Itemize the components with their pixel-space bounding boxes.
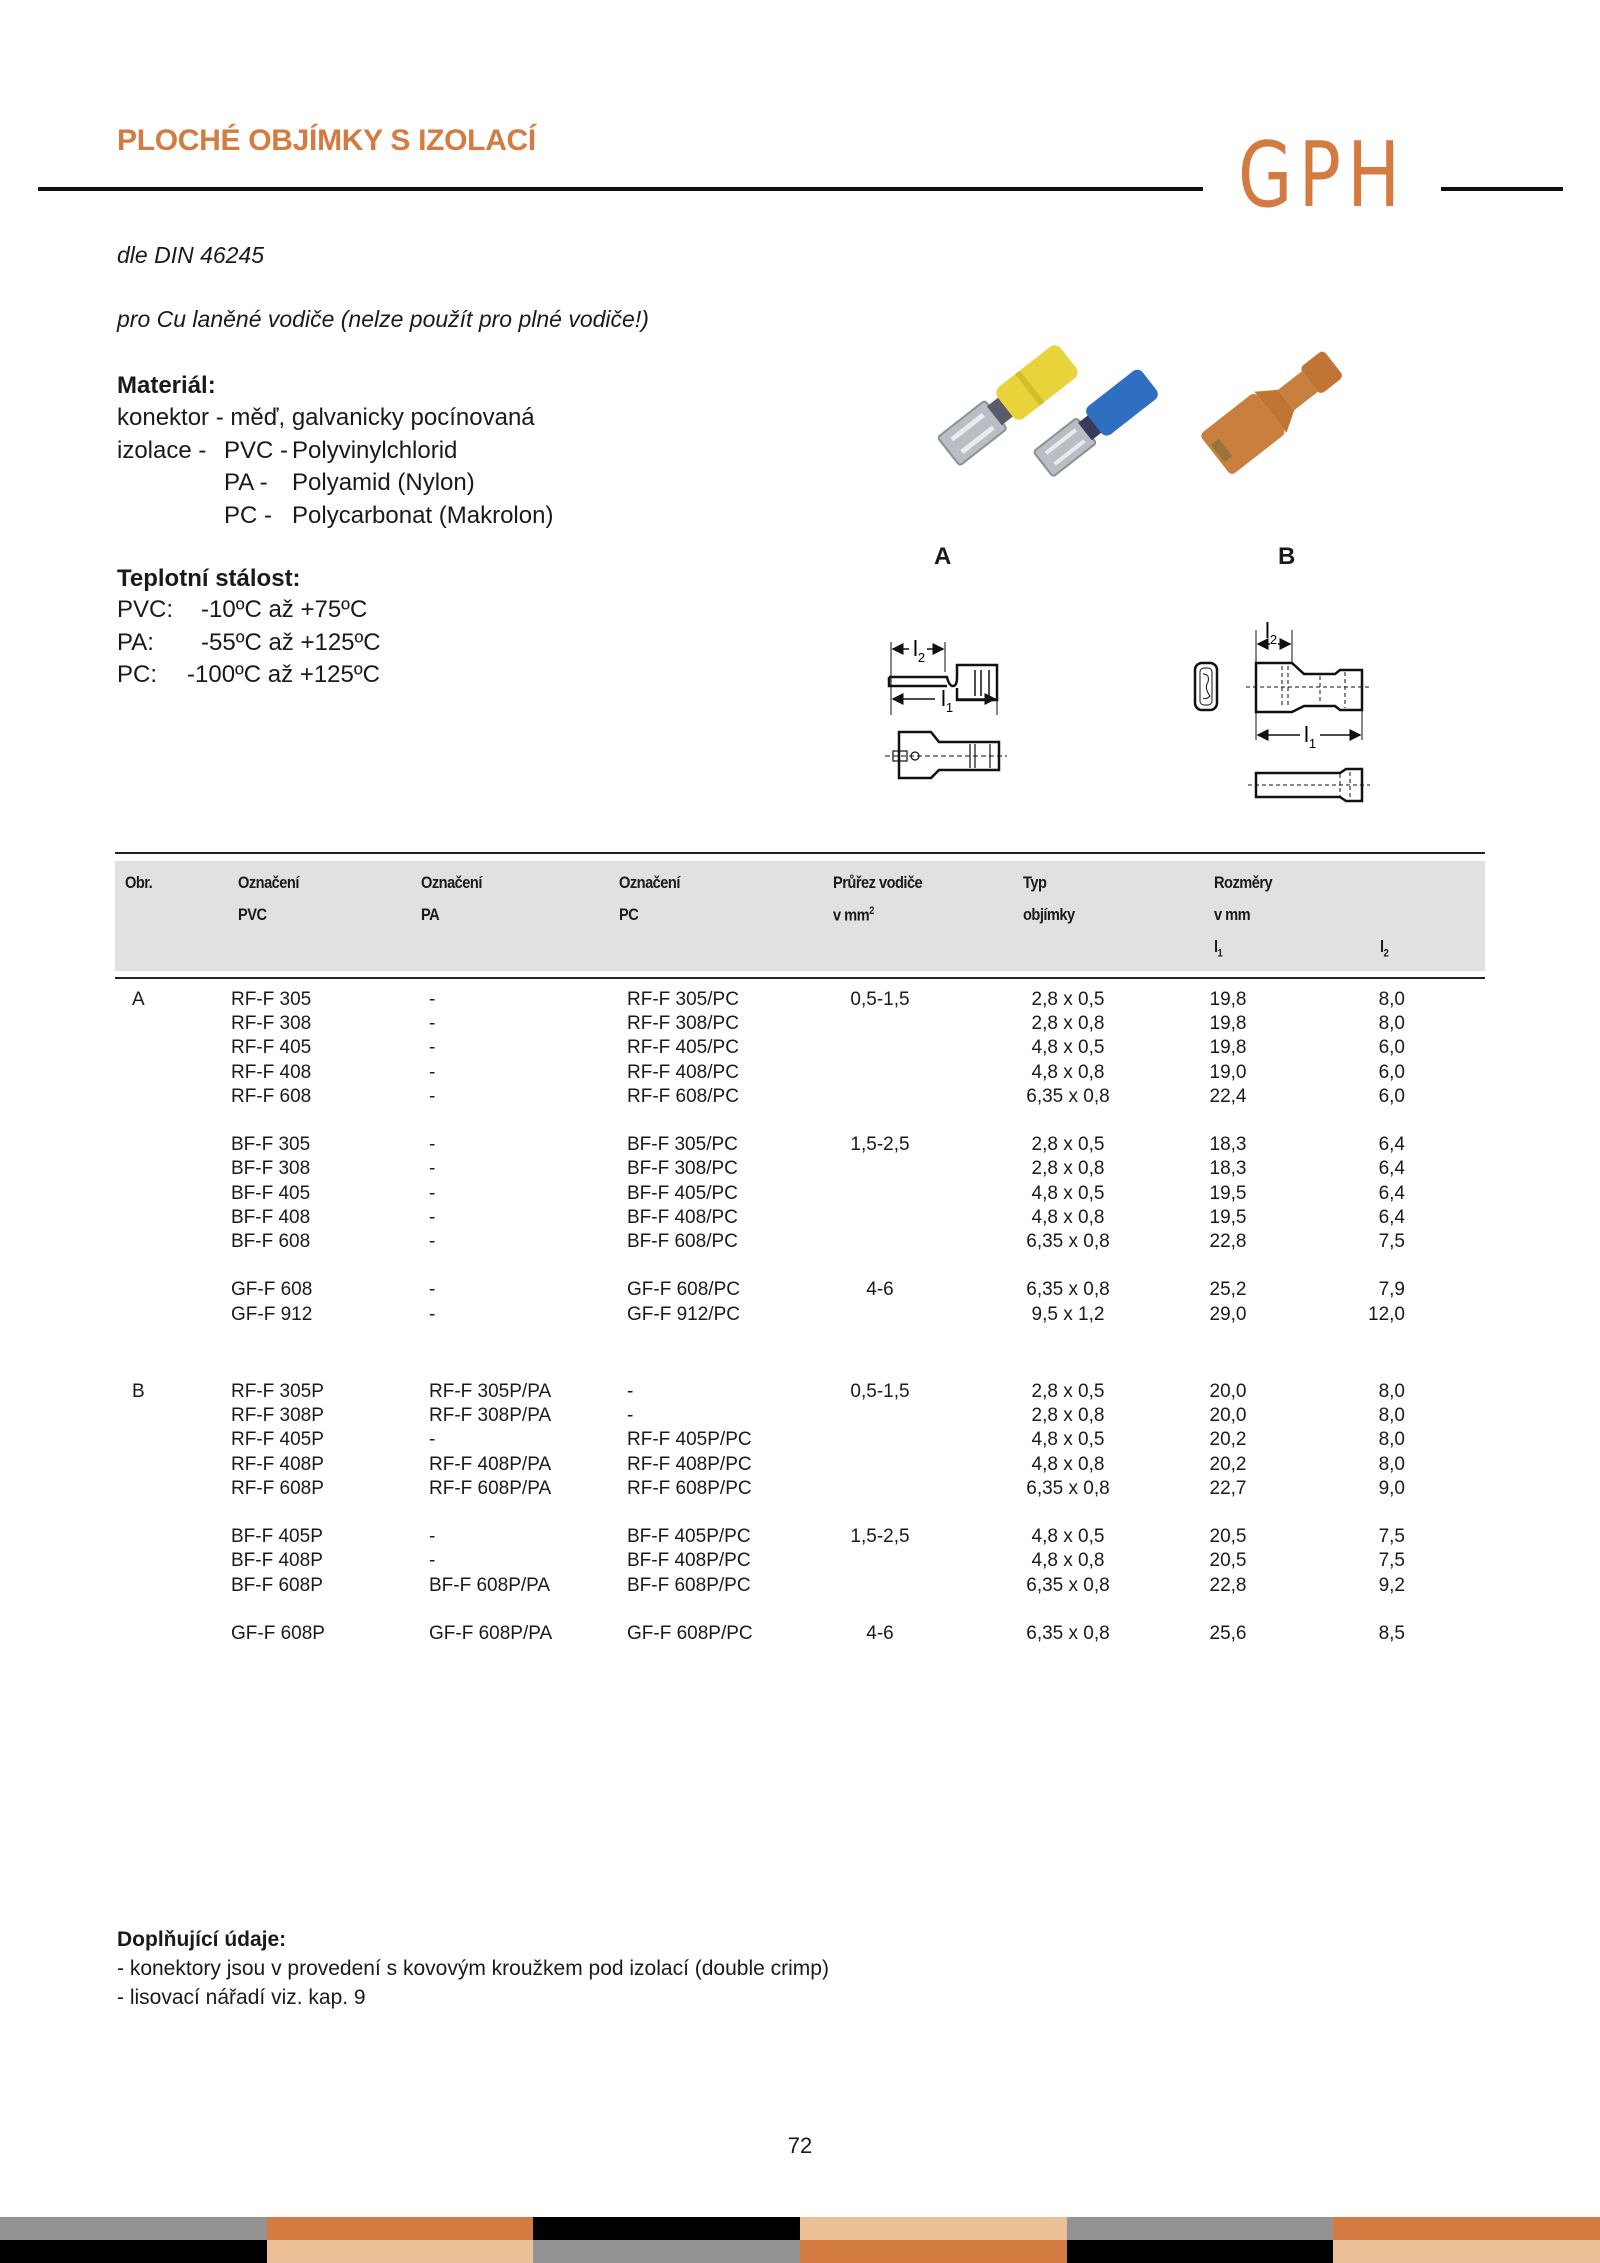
cell-l1: 25,6 — [1209, 1623, 1247, 1645]
figure-label-a: A — [934, 543, 952, 570]
color-bar-segment — [1067, 2217, 1334, 2240]
cell-pc: BF-F 408/PC — [627, 1206, 738, 1228]
cell-pvc: RF-F 305P — [231, 1381, 324, 1403]
cell-l1: 19,8 — [1209, 1013, 1247, 1035]
table-row — [0, 1428, 1600, 1452]
header-pa-1: Označení — [421, 873, 482, 892]
color-bar-segment — [1333, 2217, 1600, 2240]
insulation-row — [117, 500, 553, 533]
cell-l2: 6,0 — [1378, 1037, 1405, 1059]
cell-cross: 4-6 — [866, 1623, 894, 1645]
cell-pc: RF-F 405P/PC — [627, 1429, 752, 1451]
cell-pc: RF-F 408/PC — [627, 1061, 739, 1083]
insulation-code: PC - — [224, 501, 272, 529]
color-bar-segment — [1067, 2240, 1334, 2263]
cell-cross: 0,5-1,5 — [850, 1381, 910, 1403]
cell-pvc: RF-F 308P — [231, 1405, 324, 1427]
cell-type: 2,8 x 0,8 — [1031, 1013, 1105, 1035]
header-dims-2: v mm — [1214, 905, 1251, 924]
cell-pa: - — [429, 1279, 436, 1301]
header-pa-2: PA — [421, 905, 440, 924]
header-l1: $l_1$ — [1214, 937, 1223, 960]
color-bar-segment — [533, 2240, 800, 2263]
dim-l2-label-b: $l_2$ — [1265, 618, 1278, 647]
insulation-label-spacer — [117, 500, 224, 533]
cell-pa: - — [429, 1182, 436, 1204]
cell-pvc: BF-F 608P — [231, 1574, 323, 1596]
table-row — [0, 1404, 1600, 1428]
header-obr: Obr. — [125, 873, 153, 892]
table-row — [0, 1477, 1600, 1501]
temperature-heading: Teplotní stálost: — [117, 565, 301, 592]
cell-pvc: RF-F 608P — [231, 1477, 324, 1499]
temperature-value: -10ºC až +75ºC — [201, 596, 368, 623]
cell-type: 2,8 x 0,5 — [1031, 1134, 1105, 1156]
cell-type: 6,35 x 0,8 — [1026, 1477, 1110, 1499]
cell-type: 4,8 x 0,8 — [1031, 1453, 1105, 1475]
table-row — [0, 1453, 1600, 1477]
cell-pc: - — [627, 1381, 634, 1403]
insulation-row — [117, 467, 553, 500]
header-dims-1: Rozměry — [1214, 873, 1273, 892]
cell-pa: - — [429, 1037, 436, 1059]
cell-pa: - — [429, 1206, 436, 1228]
cell-pvc: GF-F 912 — [231, 1303, 313, 1325]
cell-l2: 6,0 — [1378, 1085, 1405, 1107]
table-row — [0, 1182, 1600, 1206]
amber-connector-photo — [1199, 343, 1349, 476]
cell-l2: 8,0 — [1378, 1013, 1405, 1035]
note-item: - konektory jsou v provedení s kovovým kroužkem pod izolací (double crimp) — [117, 1957, 829, 1980]
cell-pc: GF-F 608/PC — [627, 1279, 740, 1301]
standard-text: dle DIN 46245 — [117, 242, 265, 268]
cell-pvc: RF-F 408P — [231, 1453, 324, 1475]
table-row — [0, 1230, 1600, 1254]
cell-pvc: GF-F 608P — [231, 1623, 325, 1645]
cell-l2: 9,2 — [1378, 1574, 1405, 1596]
cell-type: 6,35 x 0,8 — [1026, 1085, 1110, 1107]
gph-logo: GPH — [1238, 123, 1407, 228]
table-row — [0, 1574, 1600, 1598]
cell-l1: 19,5 — [1209, 1206, 1247, 1228]
cell-l2: 8,0 — [1378, 1381, 1405, 1403]
cell-l2: 9,0 — [1378, 1477, 1405, 1499]
color-bar-segment — [267, 2240, 534, 2263]
temperature-label: PVC: — [117, 596, 174, 623]
dim-l2-label: $l_2$ — [913, 636, 926, 665]
cell-l1: 18,3 — [1209, 1134, 1247, 1156]
header-rule — [38, 187, 1203, 191]
cell-l2: 8,5 — [1378, 1623, 1405, 1645]
connector-value: měď, galvanicky pocínovaná — [230, 404, 535, 431]
cell-l2: 6,4 — [1378, 1182, 1405, 1204]
cell-type: 4,8 x 0,8 — [1031, 1061, 1105, 1083]
cell-type: 2,8 x 0,5 — [1031, 1381, 1105, 1403]
cell-cross: 1,5-2,5 — [850, 1526, 910, 1548]
cell-pvc: BF-F 305 — [231, 1134, 311, 1156]
cell-pvc: RF-F 405P — [231, 1429, 324, 1451]
table-row — [0, 1133, 1600, 1157]
cell-l2: 8,0 — [1378, 1405, 1405, 1427]
cell-pa: - — [429, 1303, 436, 1325]
cell-pvc: GF-F 608 — [231, 1279, 313, 1301]
cell-type: 6,35 x 0,8 — [1026, 1231, 1110, 1252]
cell-type: 4,8 x 0,8 — [1031, 1206, 1105, 1228]
header-rule-right — [1441, 187, 1563, 191]
table-row — [0, 1206, 1600, 1230]
dim-l1-label-b: $l_1$ — [1304, 722, 1317, 751]
cell-l1: 18,3 — [1209, 1158, 1247, 1180]
insulation-name: Polyamid (Nylon) — [292, 469, 475, 496]
insulation-name: Polycarbonat (Makrolon) — [292, 501, 554, 529]
table-header — [115, 861, 1485, 971]
page-title: PLOCHÉ OBJÍMKY S IZOLACÍ — [117, 124, 536, 157]
cell-l2: 7,5 — [1378, 1550, 1405, 1572]
cell-l1: 20,2 — [1209, 1453, 1247, 1475]
cell-obr: A — [132, 989, 145, 1010]
temperature-label: PA: — [117, 628, 154, 656]
cell-l1: 20,0 — [1209, 1405, 1247, 1427]
insulation-code: PVC - — [224, 436, 289, 464]
header-pvc-1: Označení — [238, 873, 299, 892]
color-bar-segment — [267, 2217, 534, 2240]
cell-pvc: RF-F 408 — [231, 1061, 312, 1083]
cell-pc: GF-F 608P/PC — [627, 1623, 753, 1645]
cell-pvc: BF-F 408P — [231, 1550, 323, 1572]
cell-pc: GF-F 912/PC — [627, 1303, 740, 1325]
table-row — [0, 1278, 1600, 1302]
cell-l1: 25,2 — [1209, 1279, 1247, 1301]
cell-l2: 8,0 — [1378, 1429, 1405, 1451]
cell-l2: 6,4 — [1378, 1134, 1405, 1156]
cell-type: 2,8 x 0,8 — [1031, 1405, 1105, 1427]
table-header-rule — [115, 977, 1485, 979]
cell-pa: - — [429, 1526, 436, 1548]
cell-pc: - — [627, 1405, 634, 1427]
header-type-2: objímky — [1023, 905, 1075, 924]
cell-pvc: BF-F 405P — [231, 1526, 323, 1548]
cell-l2: 7,5 — [1378, 1231, 1405, 1252]
cell-type: 4,8 x 0,5 — [1031, 1526, 1105, 1548]
product-photos — [910, 315, 1390, 485]
cell-l2: 6,0 — [1378, 1061, 1405, 1083]
cell-pc: BF-F 405P/PC — [627, 1526, 751, 1548]
material-list — [117, 402, 553, 532]
cell-l2: 6,4 — [1378, 1158, 1405, 1180]
cell-type: 2,8 x 0,8 — [1031, 1158, 1105, 1180]
insulation-label: izolace - — [117, 436, 207, 464]
material-heading: Materiál: — [117, 372, 216, 399]
cell-l1: 29,0 — [1209, 1303, 1247, 1325]
cell-l1: 20,2 — [1209, 1429, 1247, 1451]
cell-pc: BF-F 405/PC — [627, 1182, 738, 1204]
header-cross-2: v $mm^2$ — [833, 905, 874, 925]
cell-pvc: BF-F 308 — [231, 1158, 311, 1180]
temperature-list — [117, 594, 381, 692]
usage-text: pro Cu laněné vodiče (nelze použít pro plné vodiče!) — [117, 306, 649, 332]
header-pc-2: PC — [619, 905, 639, 924]
cell-pa: GF-F 608P/PA — [429, 1623, 553, 1645]
cell-type: 6,35 x 0,8 — [1026, 1574, 1110, 1596]
cell-pa: RF-F 305P/PA — [429, 1381, 552, 1403]
cell-pa: - — [429, 989, 436, 1010]
table-row — [0, 1303, 1600, 1327]
color-bar-segment — [533, 2217, 800, 2240]
page-number: 72 — [787, 2133, 813, 2158]
cell-type: 9,5 x 1,2 — [1031, 1303, 1105, 1325]
header-cross-sup: 2 — [869, 905, 874, 917]
table-row — [0, 1157, 1600, 1181]
cell-pc: RF-F 608P/PC — [627, 1477, 752, 1499]
cell-type: 2,8 x 0,5 — [1031, 989, 1105, 1010]
cell-pa: - — [429, 1158, 436, 1180]
table-row — [0, 1380, 1600, 1404]
cell-l2: 7,5 — [1378, 1526, 1405, 1548]
cell-pa: - — [429, 1550, 436, 1572]
header-pvc-2: PVC — [238, 905, 267, 924]
diagram-b-drawing — [1170, 600, 1395, 820]
cell-pvc: BF-F 408 — [231, 1206, 311, 1228]
cell-l1: 20,5 — [1209, 1550, 1247, 1572]
cell-l2: 8,0 — [1378, 989, 1405, 1010]
cell-l1: 22,8 — [1209, 1231, 1247, 1252]
notes-heading: Doplňující údaje: — [117, 1928, 287, 1951]
cell-pvc: RF-F 305 — [231, 989, 312, 1010]
cell-cross: 4-6 — [866, 1279, 894, 1301]
figure-label-b: B — [1278, 543, 1296, 570]
cell-pc: RF-F 405/PC — [627, 1037, 739, 1059]
cell-pa: BF-F 608P/PA — [429, 1574, 551, 1596]
cell-l1: 22,4 — [1209, 1085, 1247, 1107]
insulation-row — [117, 435, 553, 468]
table-row — [0, 1012, 1600, 1036]
cell-pa: RF-F 308P/PA — [429, 1405, 552, 1427]
cell-cross: 1,5-2,5 — [850, 1134, 910, 1156]
cell-pc: BF-F 308/PC — [627, 1158, 738, 1180]
table-top-rule — [115, 852, 1485, 854]
cell-l1: 22,7 — [1209, 1477, 1247, 1499]
cell-pa: - — [429, 1013, 436, 1035]
cell-pvc: RF-F 608 — [231, 1085, 312, 1107]
temperature-value: -100ºC až +125ºC — [187, 661, 380, 688]
temperature-value: -55ºC až +125ºC — [201, 628, 381, 656]
cell-obr: B — [132, 1381, 145, 1403]
cell-type: 4,8 x 0,5 — [1031, 1429, 1105, 1451]
cell-pc: RF-F 608/PC — [627, 1085, 739, 1107]
cell-l1: 19,8 — [1209, 989, 1247, 1010]
cell-l2: 12,0 — [1368, 1303, 1405, 1325]
table-row — [0, 1622, 1600, 1646]
table-row — [0, 1061, 1600, 1085]
table-row — [0, 1036, 1600, 1060]
cell-pc: BF-F 608/PC — [627, 1231, 738, 1252]
cell-pa: - — [429, 1085, 436, 1107]
cell-pc: BF-F 408P/PC — [627, 1550, 751, 1572]
header-l2: $l_2$ — [1380, 937, 1389, 960]
insulation-name: Polyvinylchlorid — [292, 436, 458, 464]
cell-l1: 20,5 — [1209, 1526, 1247, 1548]
cell-type: 4,8 x 0,8 — [1031, 1550, 1105, 1572]
cell-l2: 6,4 — [1378, 1206, 1405, 1228]
temperature-row — [117, 627, 381, 660]
color-bar-segment — [800, 2217, 1067, 2240]
diagram-a-drawing — [875, 620, 1025, 790]
cell-pvc: BF-F 608 — [231, 1231, 311, 1252]
cell-pa: RF-F 408P/PA — [429, 1453, 552, 1475]
cell-l1: 19,8 — [1209, 1037, 1247, 1059]
cell-pvc: RF-F 405 — [231, 1037, 312, 1059]
material-connector-row — [117, 402, 553, 435]
header-pc-1: Označení — [619, 873, 680, 892]
cell-l2: 8,0 — [1378, 1453, 1405, 1475]
table-row — [0, 1085, 1600, 1109]
cell-pc: RF-F 305/PC — [627, 989, 739, 1010]
color-bar-segment — [0, 2217, 267, 2240]
cell-pc: RF-F 308/PC — [627, 1013, 739, 1035]
color-bar-segment — [1333, 2240, 1600, 2263]
cell-type: 6,35 x 0,8 — [1026, 1279, 1110, 1301]
cell-pc: BF-F 305/PC — [627, 1134, 738, 1156]
temperature-row — [117, 659, 381, 692]
cell-l1: 20,0 — [1209, 1381, 1247, 1403]
cell-pa: - — [429, 1061, 436, 1083]
footer-color-bars — [0, 2217, 1600, 2263]
cell-l1: 19,0 — [1209, 1061, 1247, 1083]
header-cross-1: Průřez vodiče — [833, 873, 923, 892]
cell-type: 4,8 x 0,5 — [1031, 1037, 1105, 1059]
cell-type: 6,35 x 0,8 — [1026, 1623, 1110, 1645]
temperature-row — [117, 594, 381, 627]
insulation-label-spacer — [117, 467, 224, 500]
cell-cross: 0,5-1,5 — [850, 989, 910, 1010]
header-type-1: Typ — [1023, 873, 1047, 892]
table-row — [0, 1525, 1600, 1549]
cell-pa: RF-F 608P/PA — [429, 1477, 552, 1499]
connector-label: konektor - — [117, 404, 224, 431]
cell-pvc: BF-F 405 — [231, 1182, 311, 1204]
cell-pc: RF-F 408P/PC — [627, 1453, 752, 1475]
note-item: - lisovací nářadí viz. kap. 9 — [117, 1986, 366, 2009]
table-row — [0, 988, 1600, 1012]
dim-l1-label: $l_1$ — [941, 686, 954, 715]
color-bar-segment — [800, 2240, 1067, 2263]
cell-pa: - — [429, 1429, 436, 1451]
insulation-code: PA - — [224, 469, 268, 496]
cell-pa: - — [429, 1231, 436, 1252]
color-bar-segment — [0, 2240, 267, 2263]
cell-l1: 19,5 — [1209, 1182, 1247, 1204]
cell-pc: BF-F 608P/PC — [627, 1574, 751, 1596]
cell-l2: 7,9 — [1378, 1279, 1405, 1301]
cell-pa: - — [429, 1134, 436, 1156]
temperature-label: PC: — [117, 661, 158, 688]
cell-l1: 22,8 — [1209, 1574, 1247, 1596]
cell-type: 4,8 x 0,5 — [1031, 1182, 1105, 1204]
additional-notes — [117, 1925, 829, 2012]
cell-pvc: RF-F 308 — [231, 1013, 312, 1035]
table-row — [0, 1549, 1600, 1573]
